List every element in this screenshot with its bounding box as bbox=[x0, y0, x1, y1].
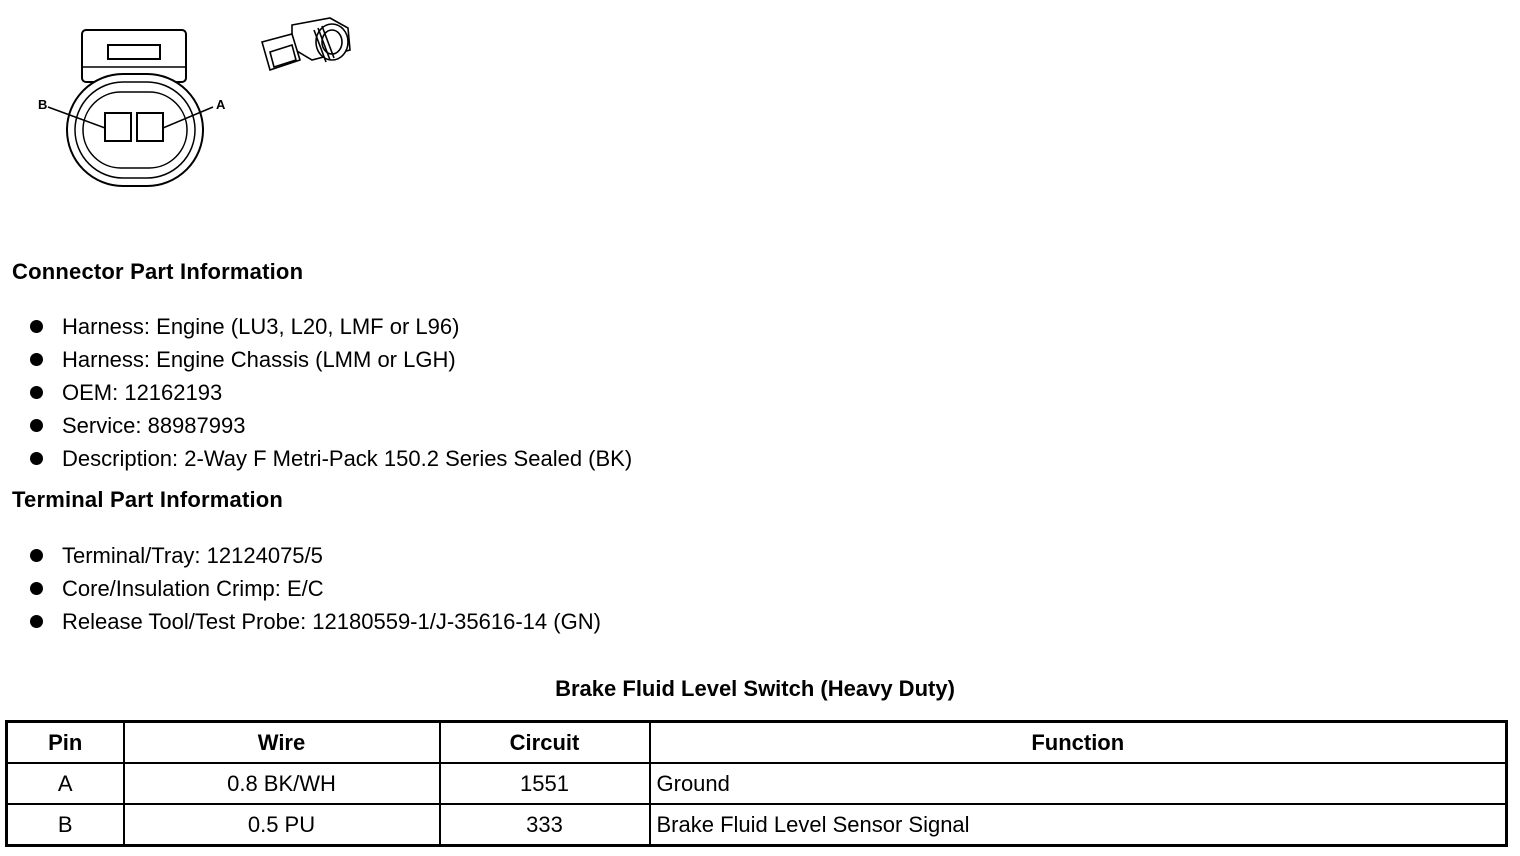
bullet-icon bbox=[30, 582, 43, 595]
terminal-info-list bbox=[30, 539, 601, 638]
connector-iso-drawing bbox=[262, 18, 350, 70]
cell-function: Brake Fluid Level Sensor Signal bbox=[650, 804, 1507, 846]
cell-wire: 0.8 BK/WH bbox=[124, 763, 440, 804]
cell-wire: 0.5 PU bbox=[124, 804, 440, 846]
list-item: Core/Insulation Crimp: E/C bbox=[30, 572, 601, 605]
pin-table-title: Brake Fluid Level Switch (Heavy Duty) bbox=[555, 676, 955, 701]
connector-info-title: Connector Part Information bbox=[12, 259, 304, 284]
header-wire: Wire bbox=[124, 722, 440, 764]
terminal-info-title: Terminal Part Information bbox=[12, 487, 284, 512]
list-item: Harness: Engine Chassis (LMM or LGH) bbox=[30, 343, 632, 376]
connector-face-drawing bbox=[30, 12, 370, 202]
cell-function: Ground bbox=[650, 763, 1507, 804]
bullet-icon bbox=[30, 452, 43, 465]
list-item: Description: 2-Way F Metri-Pack 150.2 Series Sealed (BK) bbox=[30, 442, 632, 475]
bullet-icon bbox=[30, 419, 43, 432]
bullet-icon bbox=[30, 320, 43, 333]
list-item: Terminal/Tray: 12124075/5 bbox=[30, 539, 601, 572]
cell-circuit: 333 bbox=[440, 804, 650, 846]
table-header-row bbox=[7, 722, 1507, 764]
pin-table bbox=[5, 720, 1508, 847]
table-row bbox=[7, 763, 1507, 804]
bullet-icon bbox=[30, 386, 43, 399]
pin-label-b: B bbox=[38, 97, 48, 112]
bullet-icon bbox=[30, 549, 43, 562]
bullet-icon bbox=[30, 615, 43, 628]
list-item: Service: 88987993 bbox=[30, 409, 632, 442]
header-pin: Pin bbox=[7, 722, 124, 764]
cell-pin: A bbox=[7, 763, 124, 804]
cell-pin: B bbox=[7, 804, 124, 846]
table-row bbox=[7, 804, 1507, 846]
list-item: OEM: 12162193 bbox=[30, 376, 632, 409]
bullet-icon bbox=[30, 353, 43, 366]
header-function: Function bbox=[650, 722, 1507, 764]
pin-label-a: A bbox=[216, 97, 226, 112]
header-circuit: Circuit bbox=[440, 722, 650, 764]
cell-circuit: 1551 bbox=[440, 763, 650, 804]
list-item: Harness: Engine (LU3, L20, LMF or L96) bbox=[30, 310, 632, 343]
connector-diagram bbox=[30, 12, 370, 202]
list-item: Release Tool/Test Probe: 12180559-1/J-35616-14 (GN) bbox=[30, 605, 601, 638]
connector-info-list bbox=[30, 310, 632, 475]
